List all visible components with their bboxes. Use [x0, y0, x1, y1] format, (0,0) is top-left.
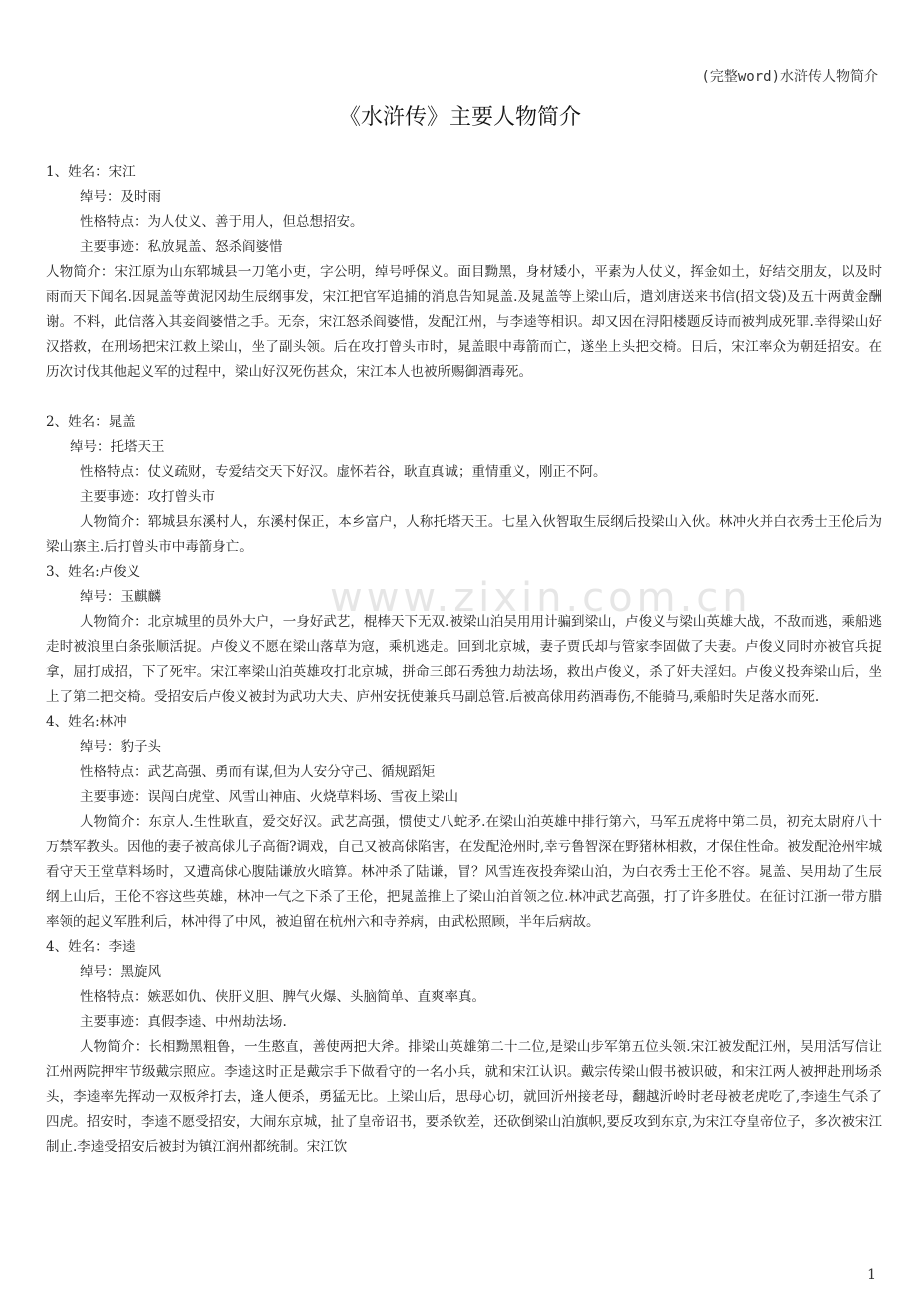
document-header: (完整word)水浒传人物简介 — [701, 69, 878, 85]
document-body — [46, 160, 882, 1160]
entry-traits: 性格特点：嫉恶如仇、侠肝义胆、脾气火爆、头脑简单、直爽率真。 — [80, 989, 485, 1005]
entry-deeds: 主要事迹：真假李逵、中州劫法场. — [80, 1014, 287, 1030]
entry-traits: 性格特点：仗义疏财，专爱结交天下好汉。虚怀若谷，耿直真诚；重情重义，刚正不阿。 — [80, 464, 607, 480]
entry-deeds: 主要事迹：误闯白虎堂、风雪山神庙、火烧草料场、雪夜上梁山 — [80, 789, 458, 805]
entry-chao-gai — [46, 410, 882, 560]
entry-name-line: 3、姓名:卢俊义 — [46, 564, 141, 580]
entry-lu-junyi — [46, 560, 882, 710]
entry-bio: 人物简介：宋江原为山东郓城县一刀笔小吏，字公明，绰号呼保义。面目黝黑，身材矮小，平素为人仗义，挥金如土，好结交朋友，以及时雨而天下闻名.因晁盖等黄泥冈劫生辰纲事发，宋江把官军追捕的消息告知晁盖.及晁盖等上梁山后，遣刘唐送来书信(招文袋)及五十两黄金酬谢。不料，此信落入其妾阎婆惜之手。无奈，宋江怒杀阎婆惜，发配江州，与李逵等相识。却又因在浔阳楼题反诗而被判成死罪.幸得梁山好汉搭救，在刑场把宋江救上梁山，坐了副头领。后在攻打曾头市时，晁盖眼中毒箭而亡，遂坐上头把交椅。日后，宋江率众为朝廷招安。在历次讨伐其他起义军的过程中，梁山好汉死伤甚众，宋江本人也被所赐御酒毒死。 — [46, 264, 882, 380]
page-title: 《水浒传》主要人物简介 — [338, 105, 581, 130]
page-number: 1 — [867, 1267, 876, 1283]
entry-nickname: 绰号：黑旋风 — [80, 964, 161, 980]
entry-deeds: 主要事迹：私放晁盖、怒杀阎婆惜 — [80, 239, 283, 255]
entry-bio: 人物简介：郓城县东溪村人，东溪村保正，本乡富户，人称托塔天王。七星入伙智取生辰纲后投梁山入伙。林冲火并白衣秀士王伦后为梁山寨主.后打曾头市中毒箭身亡。 — [46, 514, 882, 555]
entry-nickname: 绰号：及时雨 — [80, 189, 161, 205]
entry-deeds: 主要事迹：攻打曾头市 — [80, 489, 215, 505]
entry-traits: 性格特点：为人仗义、善于用人，但总想招安。 — [80, 214, 364, 230]
entry-name-line: 2、姓名：晁盖 — [46, 414, 136, 430]
entry-traits: 性格特点：武艺高强、勇而有谋,但为人安分守己、循规蹈矩 — [80, 764, 436, 780]
entry-name-line: 4、姓名:林冲 — [46, 714, 127, 730]
entry-name-line: 4、姓名：李逵 — [46, 939, 136, 955]
entry-lin-chong — [46, 710, 882, 935]
watermark: www.zixin.com.cn — [330, 575, 752, 621]
entry-song-jiang — [46, 160, 882, 385]
entry-name-line: 1、姓名：宋江 — [46, 164, 136, 180]
entry-nickname: 绰号：玉麒麟 — [80, 589, 161, 605]
entry-nickname: 绰号：托塔天王 — [70, 439, 165, 455]
entry-bio: 人物简介：东京人.生性耿直，爱交好汉。武艺高强，惯使丈八蛇矛.在梁山泊英雄中排行第六，马军五虎将中第二员，初充太尉府八十万禁军教头。因他的妻子被高俅儿子高衙?调戏，自己又被高俅陷害，在发配沧州时,幸亏鲁智深在野猪林相救，才保住性命。被发配沧州牢城看守天王堂草料场时，又遭高俅心腹陆谦放火暗算。林冲杀了陆谦，冒？风雪连夜投奔梁山泊，为白衣秀士王伦不容。晁盖、吴用劫了生辰纲上山后，王伦不容这些英雄，林冲一气之下杀了王伦，把晁盖推上了梁山泊首领之位.林冲武艺高强，打了许多胜仗。在征讨江浙一带方腊率领的起义军胜利后，林冲得了中风，被迫留在杭州六和寺养病，由武松照顾，半年后病故。 — [46, 814, 882, 930]
entry-li-kui — [46, 935, 882, 1160]
section-gap — [46, 385, 882, 410]
entry-bio: 人物简介：长相黝黑粗鲁，一生憨直，善使两把大斧。排梁山英雄第二十二位,是梁山步军第五位头领.宋江被发配江州，吴用活写信让江州两院押牢节级戴宗照应。李逵这时正是戴宗手下做看守的一名小兵，就和宋江认识。戴宗传梁山假书被识破，和宋江两人被押赴刑场杀头，李逵率先挥动一双板斧打去，逢人便杀，勇猛无比。上梁山后，思母心切，就回沂州接老母，翻越沂岭时老母被老虎吃了,李逵生气杀了四虎。招安时，李逵不愿受招安，大闹东京城，扯了皇帝诏书，要杀钦差，还砍倒梁山泊旗帜,要反攻到东京,为宋江夺皇帝位子，多次被宋江制止.李逵受招安后被封为镇江润州都统制。宋江饮 — [46, 1039, 882, 1155]
entry-bio: 人物简介：北京城里的员外大户，一身好武艺，棍棒天下无双.被梁山泊吴用用计骗到梁山，卢俊义与梁山英雄大战，不敌而逃，乘船逃走时被浪里白条张顺活捉。卢俊义不愿在梁山落草为寇，乘机逃走。回到北京城，妻子贾氏却与管家李固做了夫妻。卢俊义同时亦被官兵捉拿，屈打成招，下了死牢。宋江率梁山泊英雄攻打北京城，拼命三郎石秀独力劫法场，救出卢俊义，杀了奸夫淫妇。卢俊义投奔梁山后，坐上了第二把交椅。受招安后卢俊义被封为武功大夫、庐州安抚使兼兵马副总管.后被高俅用药酒毒伤,不能骑马,乘船时失足落水而死. — [46, 614, 882, 705]
entry-nickname: 绰号：豹子头 — [80, 739, 161, 755]
